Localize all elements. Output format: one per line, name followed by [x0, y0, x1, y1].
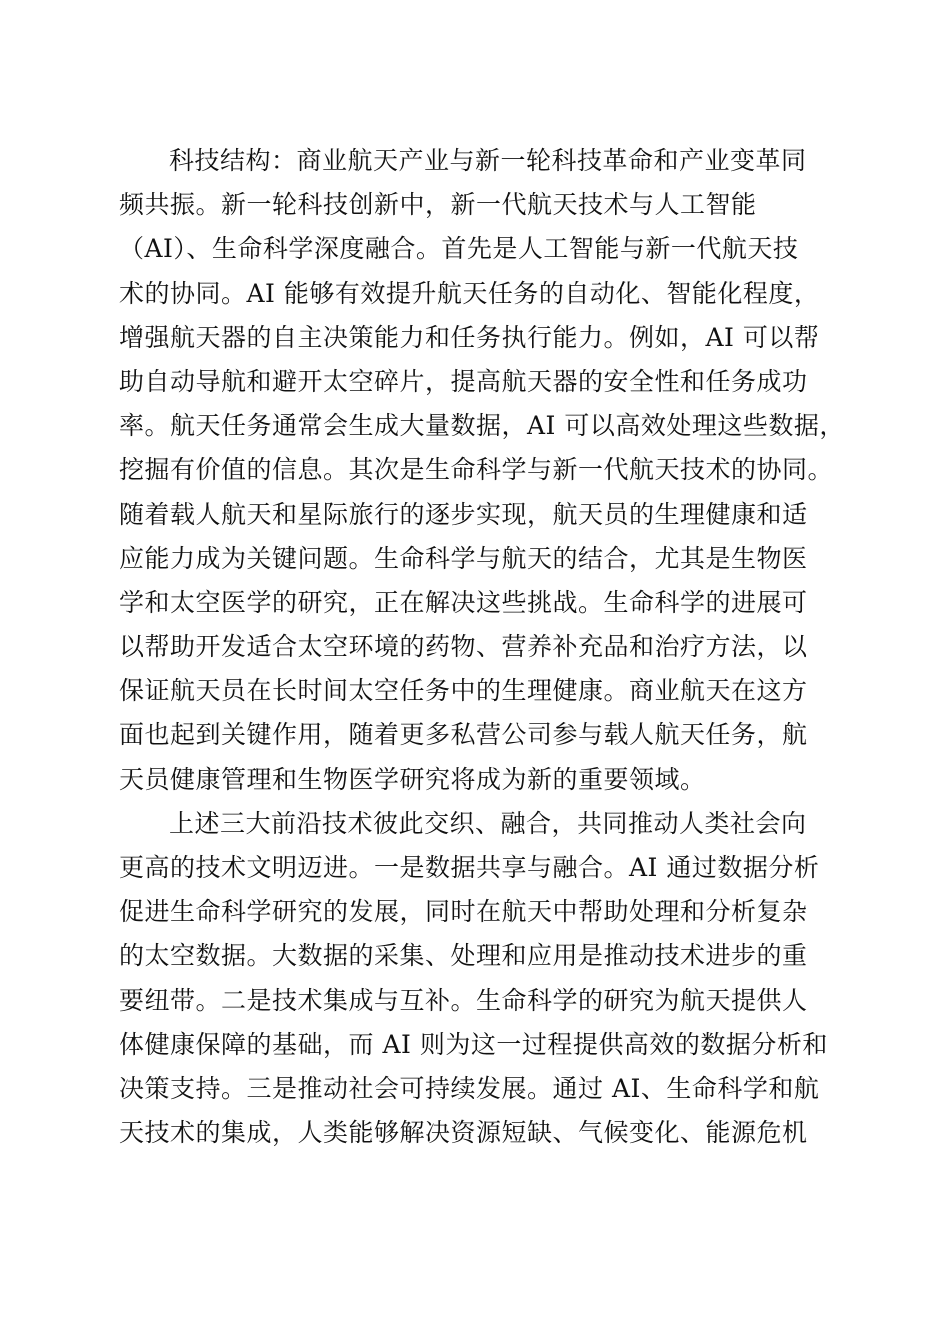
paragraph-1-line-13 [119, 669, 831, 713]
paragraph-1-line-5 [119, 316, 831, 360]
line-text: 保证航天员在长时间太空任务中的生理健康。商业航天在这方 [119, 676, 808, 706]
paragraph-2-line-8 [119, 1111, 831, 1155]
line-text: 体健康保障的基础，而 AI 则为这一过程提供高效的数据分析和 [119, 1029, 828, 1059]
line-text: 随着载人航天和星际旅行的逐步实现，航天员的生理健康和适 [119, 499, 808, 529]
paragraph-1-line-8 [119, 448, 834, 492]
paragraph-1-line-15 [119, 758, 831, 802]
paragraph-2-line-4 [119, 934, 831, 978]
paragraph-2-line-5 [119, 979, 831, 1023]
line-text: （AI）、生命科学深度融合。首先是人工智能与新一代航天技 [119, 234, 799, 264]
paragraph-1-line-6 [119, 360, 831, 404]
paragraph-1-line-3 [119, 227, 831, 271]
paragraph-1-line-14 [119, 713, 831, 757]
paragraph-2-line-1 [119, 802, 831, 846]
paragraph-1-line-12 [119, 625, 831, 669]
paragraph-1-line-11 [119, 581, 831, 625]
line-text: 术的协同。AI 能够有效提升航天任务的自动化、智能化程度， [119, 278, 820, 308]
paragraph-2-line-6 [119, 1023, 831, 1067]
line-text: 天员健康管理和生物医学研究将成为新的重要领域。 [119, 764, 706, 794]
paragraph-1-line-1 [119, 139, 831, 183]
line-text: 学和太空医学的研究，正在解决这些挑战。生命科学的进展可 [119, 587, 808, 617]
paragraph-1-line-9 [119, 493, 831, 537]
line-text: 挖掘有价值的信息。其次是生命科学与新一代航天技术的协同。 [119, 455, 834, 485]
line-text: 天技术的集成，人类能够解决资源短缺、气候变化、能源危机 [119, 1118, 808, 1148]
line-text: 面也起到关键作用，随着更多私营公司参与载人航天任务，航 [119, 720, 808, 750]
line-text: 应能力成为关键问题。生命科学与航天的结合，尤其是生物医 [119, 543, 808, 573]
paragraph-1-line-10 [119, 537, 831, 581]
line-text: 的太空数据。大数据的采集、处理和应用是推动技术进步的重 [119, 941, 808, 971]
line-text: 促进生命科学研究的发展，同时在航天中帮助处理和分析复杂 [119, 897, 808, 927]
paragraph-2-line-2 [119, 846, 831, 890]
line-text: 决策支持。三是推动社会可持续发展。通过 AI、生命科学和航 [119, 1073, 820, 1103]
line-text: 频共振。新一轮科技创新中，新一代航天技术与人工智能 [119, 190, 757, 220]
line-text: 助自动导航和避开太空碎片，提高航天器的安全性和任务成功 [119, 366, 808, 396]
paragraph-1-line-4 [119, 272, 831, 316]
paragraph-2-line-3 [119, 890, 831, 934]
line-text: 率。航天任务通常会生成大量数据，AI 可以高效处理这些数据， [119, 411, 845, 441]
line-text: 要纽带。二是技术集成与互补。生命科学的研究为航天提供人 [119, 985, 808, 1015]
body-text [119, 139, 845, 1155]
line-text: 以帮助开发适合太空环境的药物、营养补充品和治疗方法，以 [119, 632, 808, 662]
line-text: 上述三大前沿技术彼此交织、融合，共同推动人类社会向 [169, 808, 807, 838]
paragraph-1-line-7 [119, 404, 845, 448]
paragraph-2-line-7 [119, 1067, 831, 1111]
line-text: 更高的技术文明迈进。一是数据共享与融合。AI 通过数据分析 [119, 853, 820, 882]
line-text: 增强航天器的自主决策能力和任务执行能力。例如，AI 可以帮 [119, 322, 820, 352]
paragraph-1-line-2 [119, 183, 831, 227]
line-text: 科技结构：商业航天产业与新一轮科技革命和产业变革同 [169, 146, 807, 175]
